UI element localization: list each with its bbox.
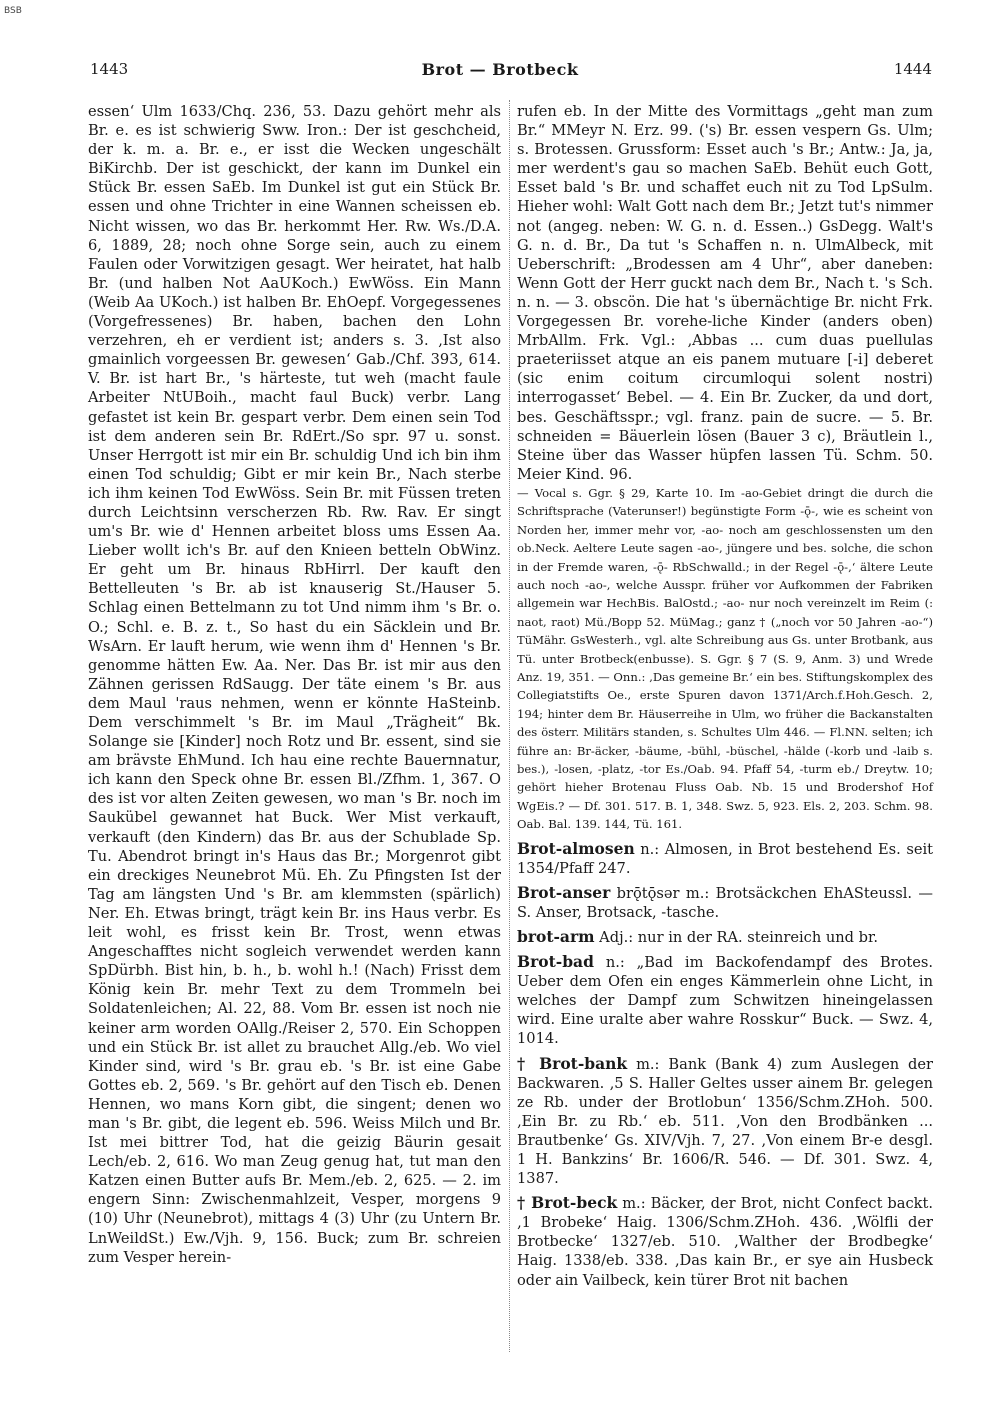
right-page-number: 1444 <box>893 60 932 78</box>
entry-lemma: brot-arm <box>517 926 595 946</box>
entry-lemma: Brot-anser <box>517 882 611 902</box>
left-column <box>88 102 501 1267</box>
entry-brot-bank <box>517 1054 933 1189</box>
entry-brot-bad <box>517 952 933 1048</box>
entry-lemma: † Brot-beck <box>517 1193 618 1213</box>
right-column <box>517 102 933 1290</box>
entry-body: brǭtǭsər m.: Brotsäckchen EhASteussl. — S. Anser, Brotsack, -tasche. <box>517 884 933 921</box>
entry-brot-arm <box>517 927 933 947</box>
left-page-number: 1443 <box>90 60 129 78</box>
entry-lemma: Brot-almosen <box>517 838 635 858</box>
entry-brot-almosen <box>517 839 933 878</box>
library-stamp: BSB <box>4 6 22 16</box>
left-column-text: essen‘ Ulm 1633/Chq. 236, 53. Dazu gehört mehr als Br. e. es ist schwierig Sww. Iron.: Der ist geschcheid, der k. m. a. Br. e., er isst die Wecken ungeschält BiKirchb. Der ist geschickt, der kann im Dunkel ein Stück Br. essen SaEb. Im Dunkel ist gut ein Stück Br. essen und ohne Trichter in eine Wannen scheissen eb. Nicht wissen, wo das Br. herkommt Her. Rw. Ws./D.A. 6, 1889, 28; noch ohne Sorge sein, auch zu einem Faulen oder Vorwitzigen gesagt. Wer heiratet, hat halb Br. (und halben Not AaUKoch.) EwWöss. Ein Mann (Weib Aa UKoch.) ist halben Br. EhOepf. Vorgegessenes (Vorgefressenes) Br. haben, bachen den Lohn verzehren, eh er verdient ist; anders s. 3. ‚Ist also gmainlich vorgeessen Br. gewesen‘ Gab./Chf. 393, 614. V. Br. ist hart Br., 's härteste, tut weh (macht faule Arbeiter NtUBoih., macht faul Buck) verbr. Lang gefastet ist kein Br. gespart verbr. Dem einen sein Tod ist dem anderen sein Br. RdErt./So spr. 97 u. sonst. Unser Herrgott ist mir ein Br. schuldig Und ich bin ihm einen Tod schuldig; Gibt er mir kein Br., Nach sterbe ich ihm keinen Tod EwWöss. Sein Br. mit Füssen treten durch Leichtsinn verscherzen Rb. Rw. Rav. Er singt um's Br. wie d' Hennen arbeitet bloss ums Essen Aa. Lieber wollt ich's Br. auf den Knieen betteln ObWinz. Er geht um Br. hinaus RbHirrl. Der kauft den Bettelleuten 's Br. ab ist knauserig St./Hauser 5. Schlag einen Bettelmann zu tot Und nimm ihm 's Br. o. O.; Schl. e. B. z. t., So hast du ein Säcklein und Br. WsArn. Er lauft herum, wie wenn ihm d' Hennen 's Br. genomme hätten Ew. Aa. Ner. Das Br. ist mir aus den Zähnen gerissen RdSaugg. Der täte einem 's Br. aus dem Maul 'raus nehmen, wenn er könnte HaSteinb. Dem verschimmelt 's Br. im Maul „Trägheit“ Bk. Solange sie [Kinder] noch Rotz und Br. essent, sind sie am brävste EhMund. Ich hau eine rechte Bauernnatur, ich kann den Speck ohne Br. essen Bl./Zfhm. 1, 367. O des ist vor alten Zeiten gewesen, wo man 's Br. noch im Saukübel gewannet hat Buck. Wer Mist verkauft, verkauft (den Kindern) das Br. aus der Schublade Sp. Tu. Abendrot bringt in's Haus das Br.; Morgenrot gibt ein dreckiges Neunebrot Mü. Eh. Zu Pfingsten Ist der Tag am längsten Und 's Br. am klemmsten (spärlich) Ner. Eh. Etwas bringt, trägt kein Br. ins Haus verbr. Es leit wohl, es frisst kein Br. Trost, wenn etwas Angeschafftes nicht sogleich verwendet werden kann SpDürbh. Bist hin, b. h., b. wohl h.! (Nach) Frisst dem König kein Br. mehr Text zu dem Trommeln bei Soldatenleichen; Al. 22, 88. Vom Br. essen ist noch nie keiner arm worden OAllg./Reiser 2, 570. Ein Schoppen und ein Stück Br. ist allet zu brauchet Allg./eb. Wo viel Kinder sind, wird 's Br. grau eb. 's Br. ist eine Gabe Gottes eb. 2, 569. 's Br. gehört auf den Tisch eb. Denen Hennen, wo mans Korn gibt, die singent; denen wo man 's Br. gibt, die legent eb. 596. Weiss Milch und Br. Ist mei bittrer Tod, hat die geizig Bäurin gesait Lech/eb. 2, 616. Wo man Zeug genug hat, tut man den Katzen einen Butter aufs Br. Mem./eb. 2, 625. — 2. im engern Sinn: Zwischenmahlzeit, Vesper, morgens 9 (10) Uhr (Neunebrot), mittags 4 (3) Uhr (zu Untern Br. LnWeildSt.) Ew./Vjh. 9, 156. Buck; zum Br. schreien zum Vesper herein- <box>88 103 501 1266</box>
entry-lemma: † Brot-bank <box>517 1053 628 1073</box>
entry-lemma: Brot-bad <box>517 952 594 972</box>
entry-body: n.: „Bad im Backofendampf des Brotes. Ueber dem Ofen ein enges Kämmerlein ohne Licht, in welches der Dampf zum Schwitzen hineingelassen wird. Eine uralte aber wahre Rosskur“ Buck. — Swz. 4, 1014. <box>517 954 933 1048</box>
running-head: Brot — Brotbeck <box>421 60 579 79</box>
right-column-intro: rufen eb. In der Mitte des Vormittags „geht man zum Br.“ MMeyr N. Erz. 99. ('s) Br. essen vespern Gs. Ulm; s. Brotessen. Grussform: Esset auch 's Br.; Antw.: Ja, ja, mer werdent's gau so machen SaEb. Behüt euch Gott, Esset bald 's Br. und schaffet euch nit zu Tod LpSulm. Hieher wohl: Walt Gott nach dem Br.; Jetzt tut's nimmer not (angeg. neben: W. G. n. d. Essen..) GsDegg. Walt's G. n. d. Br., Da tut 's Schaffen n. n. UlmAlbeck, mit Ueberschrift: „Brodessen am 4 Uhr“, aber daneben: Wenn Gott der Herr guckt nach dem Br., Nach t. 's Sch. n. n. — 3. obscön. Die hat 's übernächtige Br. nicht Frk. Vorgegessen Br. vorehe-liche Kinder (anders oben) MrbAllm. Frk. Vgl.: ‚Abbas ... cum duas puellulas praeteriisset atque an eis panem mutuare [-i] deberet (sic enim coitum circumloqui solent nostri) interrogasset‘ Bebel. — 4. Ein Br. Zucker, da und dort, bes. Geschäftsspr.; vgl. franz. pain de sucre. — 5. Br. schneiden = Bäuerlein lösen (Bauer 3 c), Bräutlein l., Steine über das Wasser hüpfen lassen Tü. Schm. 50. Meier Kind. 96. <box>517 103 933 483</box>
vocal-note: — Vocal s. Ggr. § 29, Karte 10. Im -ao-Gebiet dringt die durch die Schriftsprache (Vaterunser!) begünstigte Form -ǭ-, wie es scheint von Norden her, immer mehr vor, -ao- noch am geschlossensten um den ob.Neck. Aeltere Leute sagen -ao-, jüngere und bes. solche, die schon in der Fremde waren, -ǭ- RbSchwalld.; in der Regel -ǭ-,‘ ältere Leute auch noch -ao-, welche Ausspr. früher vor Aufkommen der Fabriken allgemein war HechBis. BalOstd.; -ao- nur noch vereinzelt im Reim (: naot, raot) Mü./Bopp 52. MüMag.; ganz † („noch vor 50 Jahren -ao-“) TüMähr. GsWesterh., vgl. alte Schreibung aus Gs. unter Brotbank, aus Tü. unter Brotbeck(enbusse). S. Ggr. § 7 (S. 9, Anm. 3) und Wrede Anz. 19, 351. — Onn.: ‚Das gemeine Br.‘ ein bes. Stiftungskomplex des Collegiatstifts Oe., erste Spuren davon 1371/Arch.f.Hoh.Gesch. 2, 194; hinter dem Br. Häuserreihe in Ulm, wo früher die Backanstalten des österr. Militärs standen, s. Schultes Ulm 446. — Fl.NN. selten; ich führe an: Br-äcker, -bäume, -bühl, -büschel, -hälde (-korb und -laib s. bes.), -losen, -platz, -tor Es./Oab. 94. Pfaff 54, -turm eb./ Dreytw. 10; gehört hieher Brotenau Fluss Oab. Nb. 15 und Brodershof Hof WgEis.? — Df. 301. 517. B. 1, 348. Swz. 5, 923. Els. 2, 203. Schm. 98. Oab. Bal. 139. 144, Tü. 161. <box>517 485 933 832</box>
entry-body: n.: Almosen, in Brot bestehend Es. seit 1354/Pfaff 247. <box>517 840 933 877</box>
page-header <box>0 60 1000 90</box>
entry-body: m.: Bank (Bank 4) zum Auslegen der Backwaren. ‚5 S. Haller Geltes usser ainem Br. gelegen ze Rb. under der Brotlobun‘ 1356/Schm.ZHoh. 500. ‚Ein Br. zu Rb.‘ eb. 511. ‚Von den Brodbänken ... Brautbenke‘ Gs. XIV/Vjh. 7, 27. ‚Von einem Br-e desgl. 1 H. Bankzins‘ Br. 1606/R. 546. — Df. 301. Swz. 4, 1387. <box>517 1055 933 1188</box>
entry-brot-beck <box>517 1193 933 1289</box>
entry-brot-anser <box>517 883 933 922</box>
entry-body: m.: Bäcker, der Brot, nicht Confect backt. ‚1 Brobeke‘ Haig. 1306/Schm.ZHoh. 436. ‚Wölfli der Brotbecke‘ 1327/eb. 510. ‚Walther der Brodbegke‘ Haig. 1338/eb. 338. ‚Das kain Br., er sye ain Husbeck oder ain Vailbeck, kein türer Brot nit bachen <box>517 1195 933 1289</box>
column-divider <box>509 100 510 1352</box>
entry-body: Adj.: nur in der RA. steinreich und br. <box>594 928 878 946</box>
